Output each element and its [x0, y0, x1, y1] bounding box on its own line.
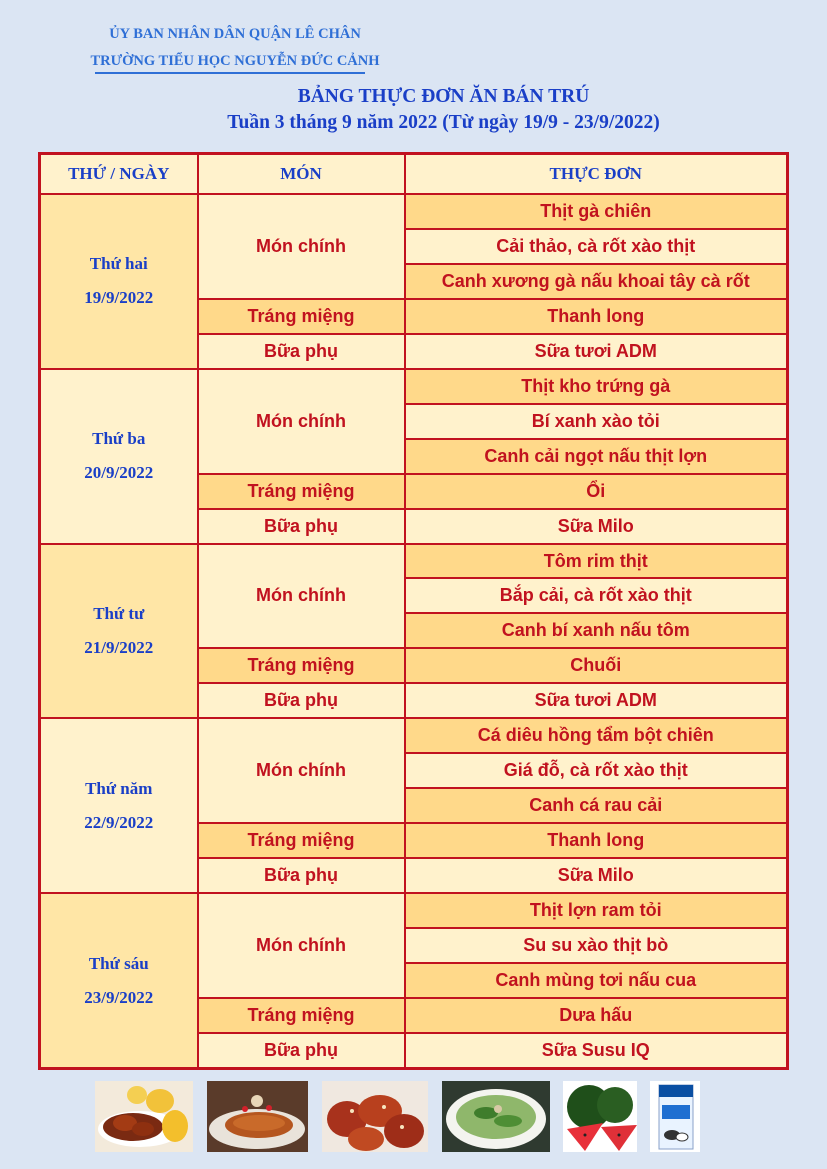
- snack-cell: Sữa Milo: [405, 858, 788, 893]
- snack-label: Bữa phụ: [198, 1033, 405, 1069]
- main-course-label: Món chính: [198, 718, 405, 823]
- page-title: BẢNG THỰC ĐƠN ĂN BÁN TRÚ: [297, 86, 590, 107]
- day-name: Thứ sáu: [88, 953, 149, 973]
- main-course-label: Món chính: [198, 893, 405, 998]
- table-row: [40, 718, 788, 753]
- snack-label: Bữa phụ: [198, 858, 405, 893]
- dish-cell: Canh bí xanh nấu tôm: [405, 613, 788, 648]
- column-header-menu: THỰC ĐƠN: [405, 154, 788, 195]
- snack-label: Bữa phụ: [198, 683, 405, 718]
- school-name-underline: [95, 72, 365, 74]
- day-cell: [40, 893, 198, 1068]
- snack-cell: Sữa tươi ADM: [405, 683, 788, 718]
- org-name: ỦY BAN NHÂN DÂN QUẬN LÊ CHÂN: [109, 26, 361, 42]
- dessert-label: Tráng miệng: [198, 823, 405, 858]
- day-date: 21/9/2022: [84, 637, 154, 657]
- snack-cell: Sữa Milo: [405, 509, 788, 544]
- dish-cell: Canh xương gà nấu khoai tây cà rốt: [405, 264, 788, 299]
- dish-cell: Cải thảo, cà rốt xào thịt: [405, 229, 788, 264]
- snack-label: Bữa phụ: [198, 334, 405, 369]
- table-row: [40, 544, 788, 579]
- day-name: Thứ năm: [85, 778, 153, 798]
- day-date: 23/9/2022: [84, 987, 154, 1007]
- dish-cell: Thịt gà chiên: [405, 194, 788, 229]
- dessert-cell: Chuối: [405, 648, 788, 683]
- snack-cell: Sữa tươi ADM: [405, 334, 788, 369]
- dish-cell: Bắp cải, cà rốt xào thịt: [405, 578, 788, 613]
- dish-cell: Thịt lợn ram tỏi: [405, 893, 788, 928]
- dessert-cell: Thanh long: [405, 823, 788, 858]
- dish-cell: Canh cải ngọt nấu thịt lợn: [405, 439, 788, 474]
- menu-table: [38, 152, 789, 1070]
- milk-carton-photo: [650, 1081, 700, 1152]
- dish-cell: Canh cá rau cải: [405, 788, 788, 823]
- day-date: 20/9/2022: [84, 463, 154, 483]
- fried-fish-photo: [207, 1081, 308, 1152]
- dish-cell: Cá diêu hồng tẩm bột chiên: [405, 718, 788, 753]
- main-course-label: Món chính: [198, 194, 405, 299]
- day-name: Thứ tư: [93, 603, 145, 623]
- page-subtitle: Tuần 3 tháng 9 năm 2022 (Từ ngày 19/9 - 23/9/2022): [227, 112, 660, 133]
- snack-label: Bữa phụ: [198, 509, 405, 544]
- dessert-cell: Dưa hấu: [405, 998, 788, 1033]
- dish-cell: Giá đỗ, cà rốt xào thịt: [405, 753, 788, 788]
- dessert-label: Tráng miệng: [198, 299, 405, 334]
- main-course-label: Món chính: [198, 369, 405, 474]
- dessert-label: Tráng miệng: [198, 998, 405, 1033]
- day-cell: [40, 544, 198, 719]
- fried-chicken-photo: [322, 1081, 428, 1152]
- dessert-cell: Ổi: [405, 474, 788, 509]
- dessert-label: Tráng miệng: [198, 474, 405, 509]
- day-name: Thứ hai: [89, 254, 148, 274]
- dish-cell: Thịt kho trứng gà: [405, 369, 788, 404]
- day-cell: [40, 718, 198, 893]
- day-date: 22/9/2022: [84, 812, 154, 832]
- column-header-category: MÓN: [198, 154, 405, 195]
- snack-cell: Sữa Susu IQ: [405, 1033, 788, 1069]
- day-cell: [40, 369, 198, 544]
- table-header-row: [40, 154, 788, 195]
- day-name: Thứ ba: [92, 429, 146, 449]
- table-row: [40, 369, 788, 404]
- column-header-day: THỨ / NGÀY: [40, 154, 198, 195]
- braised-pork-eggs-photo: [95, 1081, 193, 1152]
- main-course-label: Món chính: [198, 544, 405, 649]
- school-name: TRƯỜNG TIỂU HỌC NGUYỄN ĐỨC CẢNH: [90, 53, 380, 69]
- dish-cell: Canh mùng tơi nấu cua: [405, 963, 788, 998]
- dish-cell: Tôm rim thịt: [405, 544, 788, 579]
- vegetable-soup-photo: [442, 1081, 550, 1152]
- dish-cell: Su su xào thịt bò: [405, 928, 788, 963]
- dessert-cell: Thanh long: [405, 299, 788, 334]
- dish-cell: Bí xanh xào tỏi: [405, 404, 788, 439]
- dessert-label: Tráng miệng: [198, 648, 405, 683]
- watermelon-photo: [563, 1081, 637, 1152]
- table-row: [40, 194, 788, 229]
- table-row: [40, 893, 788, 928]
- day-cell: [40, 194, 198, 369]
- day-date: 19/9/2022: [84, 288, 154, 308]
